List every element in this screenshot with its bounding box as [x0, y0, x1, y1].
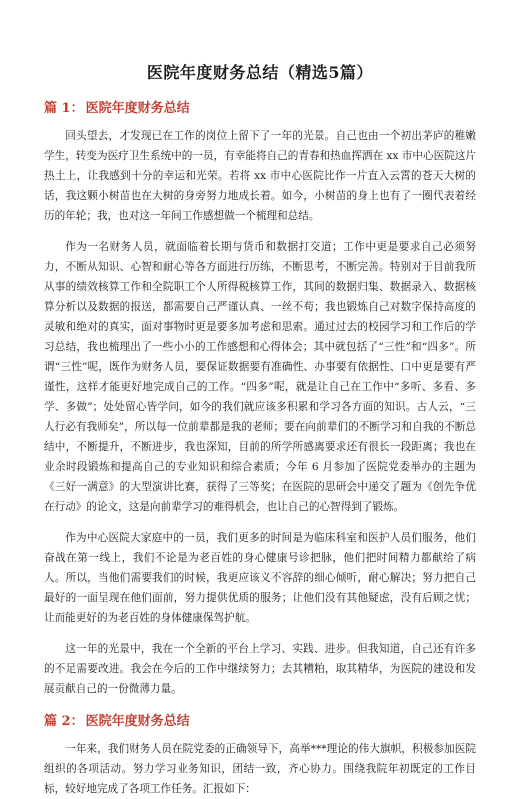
paragraph: 回头望去，才发现已在工作的岗位上留下了一年的光景。自己也由一个初出茅庐的稚嫩学生，转变为医疗卫生系统中的一员，有幸能将自己的青春和热血挥洒在 xx 市中心医院这片热土上，让我感到十分的幸运和光荣。若将 xx 市中心医院比作一片直入云霄的苍天大树的话，我这颗小树苗也在大树的身旁努力地成长着。如今，小树苗的身上也有了一圈代表着经历的年轮；我，也对这一年间工作感想做一个梳理和总结。 [44, 130, 476, 222]
section-title: 医院年度财务总结 [85, 101, 190, 116]
section-title: 医院年度财务总结 [85, 714, 190, 729]
section-number: 篇 1： [44, 101, 84, 116]
section-heading [44, 97, 476, 116]
paragraph: 这一年的光景中，我在一个全新的平台上学习、实践、进步。但我知道，自己还有许多的不足需要改进。我会在今后的工作中继续努力；去其糟粕，取其精华，为医院的建设和发展贡献自己的一份微薄力量。 [44, 643, 476, 695]
section-heading [44, 710, 476, 729]
section-2 [44, 710, 476, 799]
section-number: 篇 2： [44, 714, 84, 729]
section-1 [44, 97, 476, 699]
document-title: 医院年度财务总结（精选5篇） [146, 63, 374, 82]
paragraph: 作为中心医院大家庭中的一员，我们更多的时间是为临床科室和医护人员们服务，他们奋战在第一线上，我们不论是为老百姓的身心健康号诊把脉，他们把时间精力都献给了病人。所以，当他们需要我们的时候，我更应该义不容辞的细心倾听，耐心解决；努力把自己最好的一面呈现在他们面前，努力提供优质的服务；让他们没有其他疑虑，没有后顾之忧；让而能更好的为老百姓的身体健康保驾护航。 [44, 532, 476, 624]
paragraph: 作为一名财务人员，就面临着长期与货币和数据打交道；工作中更是要求自己必须努力，不断从知识、心智和耐心等各方面进行历练，不断思考，不断完善。特别对于目前我所从事的绩效核算工作和全院职工个人所得税核算工作，其间的数据归集、数据录入、数据核算分析以及数据的报送，都需要自己严谨认真、一丝不苟；我也锻炼自己对数字保持高度的灵敏和绝对的真实，面对事物时更是要多加考虑和思索。通过过去的校园学习和工作后的学习总结，我也梳理出了一些小小的工作感想和心得体会；其中就包括了“三性”和“四多”。所谓“三性”呢，既作为财务人员，要保证数据要有准确性、办事要有依据性、口中更是要有严谨性，这样才能更好地完成自己的工作。“四多”呢，就是让自己在工作中“多听、多看、多学、多做”；处处留心皆学问，如今的我们就应该多积累和学习各方面的知识。古人云，“三人行必有我师矣”，所以每一位前辈都是我的老师；要在向前辈们的不断学习和自我的不断总结中，不断提升，不断进步，我也深知，目前的所学所感离要求还有很长一段距离；我也在业余时段锻炼和提高自己的专业知识和综合素质；今年 6 月参加了医院党委举办的主题为《三好一满意》的大型演讲比赛，获得了三等奖；在医院的思研会中递交了题为《创先争优在行动》的论文，这是向前辈学习的难得机会，也让自己的心智得到了锻炼。 [44, 241, 476, 513]
paragraph: 一年来，我们财务人员在院党委的正确领导下，高举***理论的伟大旗帜，积极参加医院组织的各项活动。努力学习业务知识，团结一致，齐心协力。围绕我院年初既定的工作目标，较好地完成了各项工作任务。汇报如下： [44, 743, 476, 795]
